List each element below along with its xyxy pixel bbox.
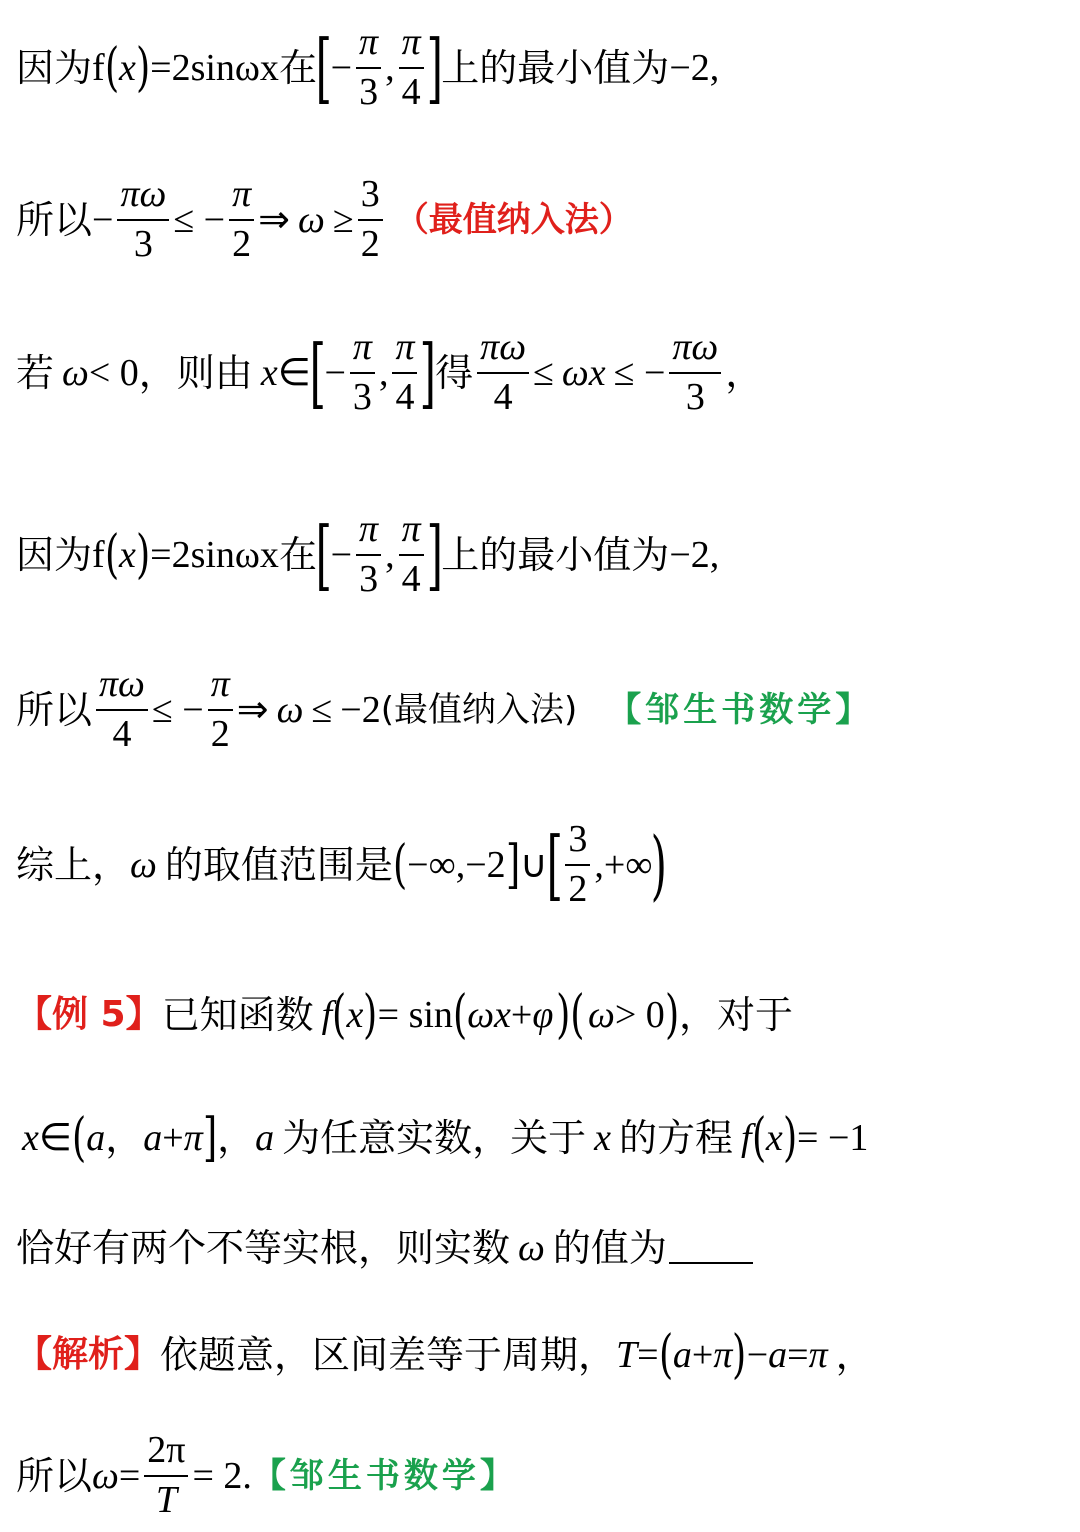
text: 依题意，区间差等于周期，: [160, 1333, 617, 1377]
text: ，则由: [138, 351, 253, 395]
text: −2,: [669, 47, 720, 89]
text: 上的最小值为: [441, 46, 670, 90]
bracket: ]: [426, 23, 443, 112]
line-4: 因为 f ( x ) =2sinωx 在 [ − $\frac{\pi}{3}$ , $\frac{\pi}{4}$ ] 上的最小值为 −2,: [16, 508, 720, 600]
bracket: ]: [505, 835, 520, 895]
text: +: [510, 994, 533, 1036]
text: 若: [16, 351, 55, 395]
text: ≤ −: [613, 352, 666, 394]
line-3: 若 ω < 0 ，则由 x ∈ [ − $\frac{\pi}{3}$ , $\frac{\pi}{4}$ ] 得 $\frac{\pi\omega}{4}$ ≤ ωx ≤ − $\frac{\pi\omega}{3}$ ，: [16, 326, 764, 418]
text: = 2.: [192, 1455, 252, 1497]
text: +: [162, 1117, 184, 1159]
text: =: [637, 1334, 659, 1376]
text: 因为: [16, 533, 93, 577]
text: < 0: [88, 352, 139, 394]
var: a: [768, 1334, 788, 1376]
text: 的取值范围是: [164, 843, 393, 887]
var: f: [741, 1117, 752, 1159]
line-10: 【解析】 依题意，区间差等于周期， T = ( a + π ) − a = π ，: [16, 1325, 874, 1385]
paren: (: [104, 38, 119, 98]
var: a: [672, 1334, 692, 1376]
bracket: ]: [426, 510, 443, 599]
var: ωx: [561, 352, 606, 394]
text: > 0: [614, 994, 665, 1036]
var: f: [321, 994, 333, 1036]
text: 在: [278, 46, 317, 90]
line-7: 【例 5】 已知函数 f ( x ) = sin ( ωx + φ )( ω > 0 ) ，对于: [16, 985, 794, 1045]
text: f: [92, 534, 105, 576]
paren: ): [651, 820, 668, 909]
fraction: $\frac{\pi\omega}{3}$: [669, 328, 721, 418]
text: ∈: [38, 1117, 72, 1159]
var: ω: [130, 844, 157, 886]
method-note: （最值纳入法）: [394, 200, 633, 240]
var: x: [765, 1117, 783, 1159]
fraction: $\frac{3}{2}$: [565, 820, 590, 910]
var: a: [86, 1117, 106, 1159]
text: =: [787, 1334, 809, 1376]
fraction: $\frac{\pi\omega}{3}$: [117, 175, 169, 265]
text: 综上，: [16, 843, 131, 887]
var: ωx: [467, 994, 511, 1036]
text: ∈: [277, 352, 311, 394]
line-8: x ∈ ( a ， a + π ] ， a 为任意实数，关于 x 的方程 f ( x ) = −1: [22, 1108, 869, 1168]
var: π: [713, 1334, 733, 1376]
text: ，: [105, 1116, 144, 1160]
text: =2sinωx: [150, 534, 279, 576]
text: 上的最小值为: [441, 533, 670, 577]
text: 在: [278, 533, 317, 577]
bracket: ]: [420, 328, 437, 417]
var: φ: [532, 994, 554, 1036]
var: x: [118, 534, 136, 576]
var: π: [808, 1334, 828, 1376]
brand-tag: 【邹生书数学】: [251, 1456, 518, 1496]
fraction: $\frac{\pi\omega}{4}$: [477, 328, 529, 418]
fraction: $\frac{\pi\omega}{4}$: [96, 665, 148, 755]
text: ≤: [533, 352, 554, 394]
text: 的值为: [552, 1226, 667, 1270]
var: x: [118, 47, 136, 89]
text: 为任意实数，关于: [282, 1116, 587, 1160]
text: f: [92, 47, 105, 89]
paren: (: [392, 835, 408, 895]
line-2: [16, 165, 1072, 275]
text: ≤: [311, 689, 333, 731]
brand-tag: 【邹生书数学】: [607, 690, 874, 730]
method-note: (最值纳入法): [380, 690, 578, 730]
answer-blank[interactable]: [669, 1232, 753, 1264]
fraction: $\frac{\pi}{3}$: [356, 23, 381, 113]
text: −∞,−2: [407, 844, 506, 886]
var: ω: [298, 199, 325, 241]
text: ≤ −: [173, 199, 226, 241]
paren: (: [104, 525, 119, 585]
text: ⇒: [258, 199, 291, 241]
var: ω: [587, 994, 615, 1036]
text: ≥: [332, 199, 354, 241]
text: −: [746, 1334, 769, 1376]
bracket: [: [309, 328, 326, 417]
text: −: [92, 199, 114, 241]
text: −2: [340, 689, 381, 731]
var: π: [183, 1117, 203, 1159]
text: 所以: [16, 1454, 93, 1498]
text: = −1: [797, 1117, 869, 1159]
bracket: [: [546, 820, 563, 909]
var: x: [594, 1117, 611, 1159]
text: 因为: [16, 46, 93, 90]
text: +: [691, 1334, 714, 1376]
text: = sin: [377, 994, 453, 1036]
fraction: $\frac{2\pi}{T}$: [144, 1431, 188, 1521]
fraction: $\frac{\pi}{2}$: [229, 175, 254, 265]
var: ω: [92, 1455, 119, 1497]
fraction: $\frac{\pi}{4}$: [399, 510, 424, 600]
var: x: [260, 352, 278, 394]
text: 所以: [16, 198, 93, 242]
var: x: [346, 994, 364, 1036]
line-11: [16, 1422, 1072, 1530]
text: 恰好有两个不等实根，则实数: [16, 1226, 511, 1270]
text: ⇒: [236, 689, 269, 731]
text: ，: [835, 1333, 874, 1377]
text: 得: [435, 351, 474, 395]
line-1: 因为 f ( x ) =2sinωx 在 [ − $\frac{\pi}{3}$ , $\frac{\pi}{4}$ ] 上的最小值为 −2,: [16, 21, 720, 113]
fraction: $\frac{\pi}{3}$: [350, 328, 375, 418]
analysis-label: 【解析】: [16, 1334, 161, 1375]
var: T: [616, 1334, 638, 1376]
example-label: 【例 5】: [16, 994, 162, 1035]
var: x: [22, 1117, 39, 1159]
text: ，: [217, 1116, 256, 1160]
line-9: [16, 1223, 1072, 1273]
text: =2sinωx: [150, 47, 279, 89]
text: 的方程: [618, 1116, 733, 1160]
var: ω: [62, 352, 89, 394]
fraction: $\frac{\pi}{3}$: [356, 510, 381, 600]
bracket: [: [315, 23, 332, 112]
paren: ): [135, 525, 151, 585]
var: a: [255, 1117, 275, 1159]
text: 已知函数: [161, 993, 314, 1037]
text: ,+∞: [594, 844, 653, 886]
var: a: [143, 1117, 163, 1159]
text: 所以: [16, 688, 93, 732]
bracket: [: [315, 510, 332, 599]
line-5: [16, 655, 1072, 765]
text: ，对于: [679, 993, 794, 1037]
var: ω: [276, 689, 304, 731]
paren: ): [135, 38, 151, 98]
fraction: $\frac{\pi}{2}$: [208, 665, 233, 755]
fraction: $\frac{3}{2}$: [358, 175, 383, 265]
line-6: [16, 805, 1072, 925]
text: =: [118, 1455, 141, 1497]
text: ，: [725, 351, 764, 395]
text: −2,: [669, 534, 720, 576]
fraction: $\frac{\pi}{4}$: [399, 23, 424, 113]
text: ∪: [519, 844, 548, 886]
var: ω: [518, 1227, 545, 1269]
fraction: $\frac{\pi}{4}$: [392, 328, 417, 418]
text: ≤ −: [151, 689, 204, 731]
